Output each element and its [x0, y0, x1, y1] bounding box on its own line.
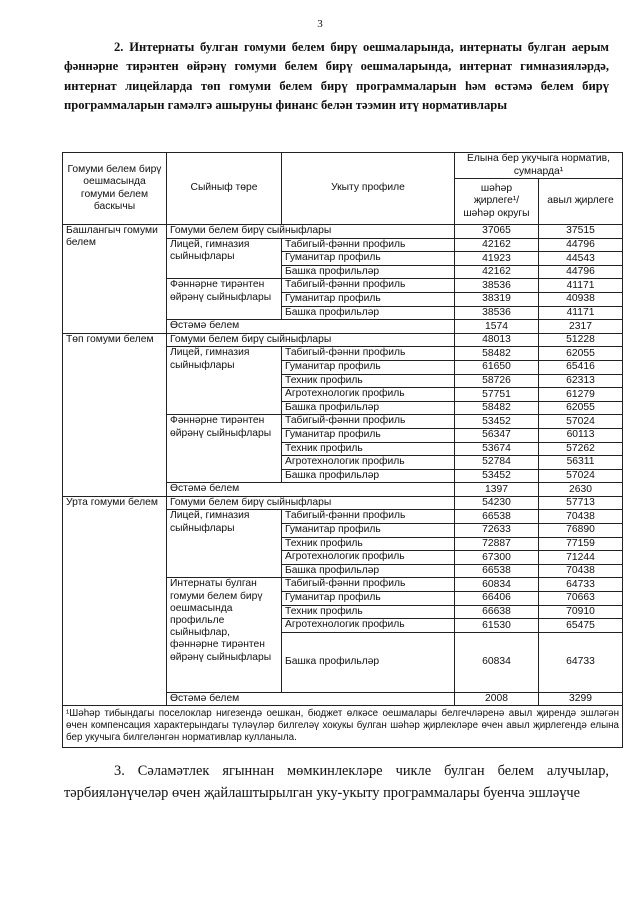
class-type-cell: Лицей, гимназия сыйныфлары: [167, 510, 282, 578]
profile-cell: Гуманитар профиль: [282, 252, 455, 266]
rural-value: 57262: [539, 442, 623, 456]
rural-value: 57024: [539, 415, 623, 429]
rural-value: 76890: [539, 524, 623, 538]
class-type-cell: Фәннәрне тирәнтен өйрәнү сыйныфлары: [167, 415, 282, 483]
profile-cell: Гуманитар профиль: [282, 592, 455, 606]
urban-value: 53674: [455, 442, 539, 456]
header-row: [63, 153, 623, 179]
urban-value: 60834: [455, 632, 539, 692]
rural-value: 56311: [539, 456, 623, 470]
profile-cell: Агротехнологик профиль: [282, 551, 455, 565]
level-cell: Төп гомуми белем: [63, 333, 167, 496]
urban-value: 42162: [455, 265, 539, 279]
profile-cell: Табигый-фәнни профиль: [282, 415, 455, 429]
rural-value: 70663: [539, 592, 623, 606]
profile-cell: Агротехнологик профиль: [282, 456, 455, 470]
rural-value: 62055: [539, 401, 623, 415]
rural-value: 70438: [539, 564, 623, 578]
footnote: ¹Шәһәр тибындагы поселоклар нигезендә оешкан, бюджет өлкәсе оешмалары белгечләренә авыл җирендә эшләгән өчен компенсация характерындагы түләүләр билгеләү хокукы булган шәһәр җирлекләре өчен авыл җирлегендә елына бер укучыга билгеләнгән нормативлар кулланыла.: [63, 706, 623, 748]
footnote-row: [63, 706, 623, 748]
class-type-cell: Өстәмә белем: [167, 320, 455, 334]
urban-value: 1397: [455, 483, 539, 497]
level-cell: Башлангыч гомуми белем: [63, 225, 167, 334]
header-norm: Елына бер укучыга норматив, сумнарда¹: [455, 153, 623, 179]
rural-value: 65475: [539, 619, 623, 633]
urban-value: 38536: [455, 306, 539, 320]
general-row: [63, 496, 623, 510]
profile-cell: Табигый-фәнни профиль: [282, 347, 455, 361]
funding-norms-table: [62, 152, 623, 748]
urban-value: 66538: [455, 564, 539, 578]
profile-cell: Табигый-фәнни профиль: [282, 238, 455, 252]
rural-value: 70438: [539, 510, 623, 524]
profile-cell: Техник профиль: [282, 442, 455, 456]
profile-cell: Башка профильләр: [282, 564, 455, 578]
urban-value: 37065: [455, 225, 539, 239]
urban-value: 58726: [455, 374, 539, 388]
profile-cell: Агротехнологик профиль: [282, 388, 455, 402]
class-type-cell: Фәннәрне тирәнтен өйрәнү сыйныфлары: [167, 279, 282, 320]
profile-cell: Гуманитар профиль: [282, 524, 455, 538]
rural-value: 62055: [539, 347, 623, 361]
urban-value: 38536: [455, 279, 539, 293]
rural-value: 70910: [539, 605, 623, 619]
profile-cell: Башка профильләр: [282, 632, 455, 692]
rural-value: 37515: [539, 225, 623, 239]
header-level: Гомуми белем бирү оешмасында гомуми белем баскычы: [63, 153, 167, 225]
rural-value: 57024: [539, 469, 623, 483]
profile-cell: Башка профильләр: [282, 306, 455, 320]
urban-value: 66538: [455, 510, 539, 524]
profile-cell: Табигый-фәнни профиль: [282, 279, 455, 293]
urban-value: 67300: [455, 551, 539, 565]
profile-cell: Гуманитар профиль: [282, 292, 455, 306]
rural-value: 40938: [539, 292, 623, 306]
urban-value: 41923: [455, 252, 539, 266]
profile-cell: Техник профиль: [282, 537, 455, 551]
rural-value: 2317: [539, 320, 623, 334]
rural-value: 3299: [539, 692, 623, 706]
rural-value: 62313: [539, 374, 623, 388]
class-type-cell: Гомуми белем бирү сыйныфлары: [167, 496, 455, 510]
urban-value: 53452: [455, 415, 539, 429]
urban-value: 60834: [455, 578, 539, 592]
rural-value: 44543: [539, 252, 623, 266]
urban-value: 38319: [455, 292, 539, 306]
section-2-heading: 2. Интернаты булган гомуми белем бирү оешмаларында, интернаты булган аерым фәннәрне тирәнтен өйрәнү гомуми белем бирү оешмаларында, интернат гимназияләрдә, интернат лицейларда төп гомуми белем бирү программаларын һәм өстәмә белем бирү программаларын гамәлгә ашыруны финанс белән тәэмин итү нормативлары: [64, 40, 609, 112]
urban-value: 2008: [455, 692, 539, 706]
page-number: 3: [317, 18, 323, 30]
urban-value: 61650: [455, 360, 539, 374]
class-type-cell: Лицей, гимназия сыйныфлары: [167, 347, 282, 415]
urban-value: 48013: [455, 333, 539, 347]
profile-cell: Техник профиль: [282, 605, 455, 619]
profile-cell: Башка профильләр: [282, 265, 455, 279]
profile-cell: Техник профиль: [282, 374, 455, 388]
urban-value: 57751: [455, 388, 539, 402]
header-rural: авыл җирлеге: [539, 179, 623, 225]
rural-value: 2630: [539, 483, 623, 497]
urban-value: 58482: [455, 401, 539, 415]
urban-value: 56347: [455, 428, 539, 442]
class-type-cell: Өстәмә белем: [167, 483, 455, 497]
rural-value: 60113: [539, 428, 623, 442]
general-row: [63, 333, 623, 347]
urban-value: 66638: [455, 605, 539, 619]
class-type-cell: Лицей, гимназия сыйныфлары: [167, 238, 282, 279]
rural-value: 64733: [539, 578, 623, 592]
profile-cell: Башка профильләр: [282, 401, 455, 415]
profile-cell: Агротехнологик профиль: [282, 619, 455, 633]
profile-cell: Табигый-фәнни профиль: [282, 510, 455, 524]
urban-value: 61530: [455, 619, 539, 633]
header-profile: Укыту профиле: [282, 153, 455, 225]
rural-value: 44796: [539, 238, 623, 252]
urban-value: 72887: [455, 537, 539, 551]
header-urban: шәһәр җирлеге¹/ шәһәр округы: [455, 179, 539, 225]
header-class-type: Сыйныф төре: [167, 153, 282, 225]
profile-cell: Башка профильләр: [282, 469, 455, 483]
profile-cell: Табигый-фәнни профиль: [282, 578, 455, 592]
rural-value: 65416: [539, 360, 623, 374]
urban-value: 42162: [455, 238, 539, 252]
urban-value: 72633: [455, 524, 539, 538]
rural-value: 61279: [539, 388, 623, 402]
urban-value: 53452: [455, 469, 539, 483]
level-cell: Урта гомуми белем: [63, 496, 167, 706]
class-type-cell: Өстәмә белем: [167, 692, 455, 706]
class-type-cell: Гомуми белем бирү сыйныфлары: [167, 225, 455, 239]
rural-value: 41171: [539, 279, 623, 293]
urban-value: 58482: [455, 347, 539, 361]
section-3-heading: 3. Сәламәтлек ягыннан мөмкинлекләре чикле булган белем алучылар, тәрбияләнүчеләр өчен җайлаштырылган уку-укыту программалары буенча эшләүче: [64, 763, 609, 801]
class-type-cell: Гомуми белем бирү сыйныфлары: [167, 333, 455, 347]
urban-value: 54230: [455, 496, 539, 510]
rural-value: 71244: [539, 551, 623, 565]
rural-value: 64733: [539, 632, 623, 692]
rural-value: 51228: [539, 333, 623, 347]
urban-value: 1574: [455, 320, 539, 334]
profile-cell: Гуманитар профиль: [282, 360, 455, 374]
rural-value: 57713: [539, 496, 623, 510]
class-type-cell: Интернаты булган гомуми белем бирү оешмасында профильле сыйныфлар, фәннәрне тирәнтен өйрәнү сыйныфлары: [167, 578, 282, 692]
urban-value: 52784: [455, 456, 539, 470]
rural-value: 41171: [539, 306, 623, 320]
general-row: [63, 225, 623, 239]
urban-value: 66406: [455, 592, 539, 606]
rural-value: 77159: [539, 537, 623, 551]
rural-value: 44796: [539, 265, 623, 279]
profile-cell: Гуманитар профиль: [282, 428, 455, 442]
